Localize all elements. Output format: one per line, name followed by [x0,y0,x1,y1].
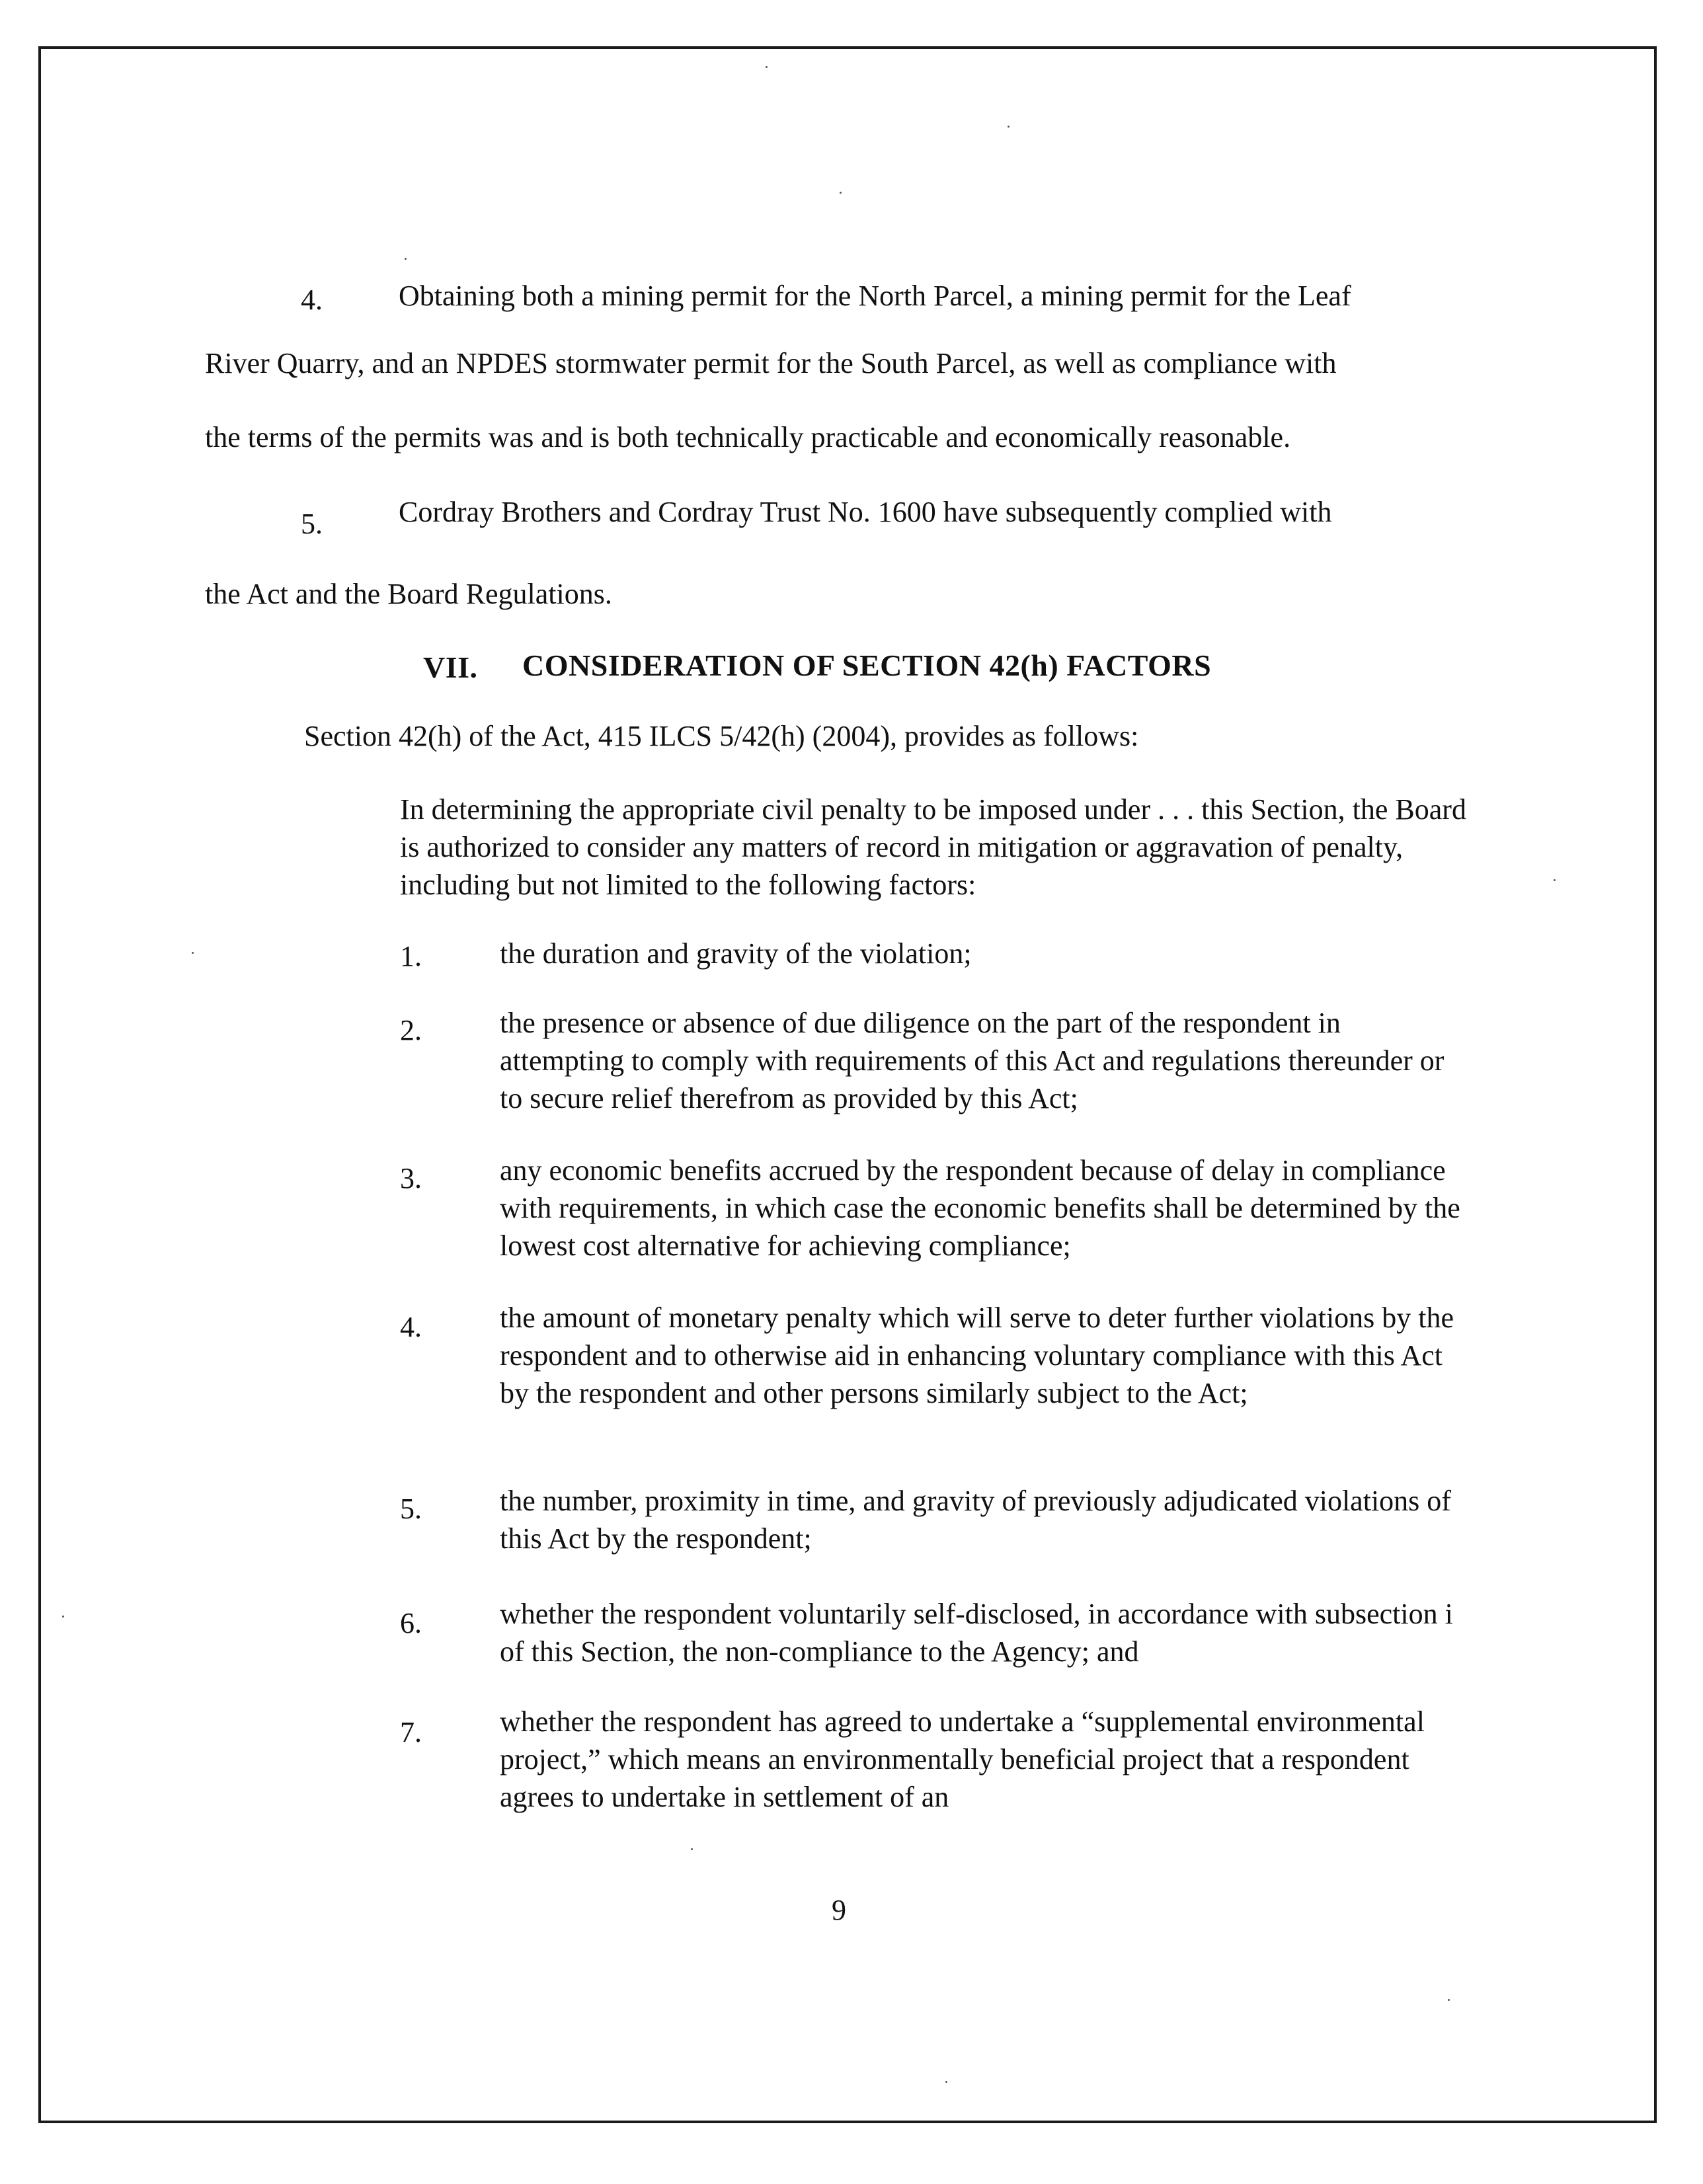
factor-text: whether the respondent voluntarily self-disclosed, in accordance with subsection i of this Section, the non-compliance to the Agency; and [500,1598,1453,1668]
factor-number: 4. [400,1311,422,1343]
paragraph-line: River Quarry, and an NPDES stormwater permit for the South Parcel, as well as compliance with [205,347,1337,379]
scan-speck [766,66,768,68]
scan-speck [691,1848,693,1850]
paragraph-line: Obtaining both a mining permit for the North Parcel, a mining permit for the Leaf [399,280,1351,312]
quoted-statute: In determining the appropriate civil penalty to be imposed under . . . this Section, the Board is authorized to consider any matters of record in mitigation or aggravation of penalty, including but not limited to the following factors: [400,793,1466,901]
paragraph-line: Cordray Brothers and Cordray Trust No. 1600 have subsequently complied with [399,496,1332,528]
factor-number: 1. [400,940,422,972]
section-intro: Section 42(h) of the Act, 415 ILCS 5/42(h) (2004), provides as follows: [304,720,1139,752]
paragraph-line: the Act and the Board Regulations. [205,578,612,610]
scan-speck [1008,126,1010,128]
factor-text: the presence or absence of due diligence on the part of the respondent in attempting to comply with requirements of this Act and regulations thereunder or to secure relief therefrom as provided by this Act; [500,1007,1445,1114]
scan-speck [192,952,194,954]
factor-text: the duration and gravity of the violation; [500,937,972,970]
factor-text: the amount of monetary penalty which will serve to deter further violations by the respondent and to otherwise aid in enhancing voluntary compliance with this Act by the respondent and other persons similarly subject to the Act; [500,1302,1454,1409]
section-number: VII. [423,650,478,684]
factor-number: 5. [400,1493,422,1525]
factor-number: 6. [400,1607,422,1639]
factor-number: 2. [400,1014,422,1046]
scan-speck [840,192,842,194]
page-number: 9 [832,1894,846,1926]
factor-number: 3. [400,1162,422,1194]
factor-number: 7. [400,1716,422,1748]
paragraph-line: the terms of the permits was and is both technically practicable and economically reasonable. [205,421,1291,453]
scan-speck [1554,879,1556,881]
section-title: CONSIDERATION OF SECTION 42(h) FACTORS [522,648,1212,682]
scan-speck [405,258,407,260]
paragraph-number: 4. [301,284,323,316]
factor-text: the number, proximity in time, and gravity of previously adjudicated violations of this Act by the respondent; [500,1485,1451,1555]
scan-speck [1448,1999,1450,2001]
factor-text: any economic benefits accrued by the respondent because of delay in compliance with requirements, in which case the economic benefits shall be determined by the lowest cost alternative for achieving compliance; [500,1154,1460,1262]
scan-speck [62,1616,64,1618]
paragraph-number: 5. [301,508,323,540]
factor-text: whether the respondent has agreed to undertake a “supplemental environmental project,” which means an environmentally beneficial project that a respondent agrees to undertake in settlement of an [500,1705,1425,1813]
scan-speck [945,2081,947,2083]
